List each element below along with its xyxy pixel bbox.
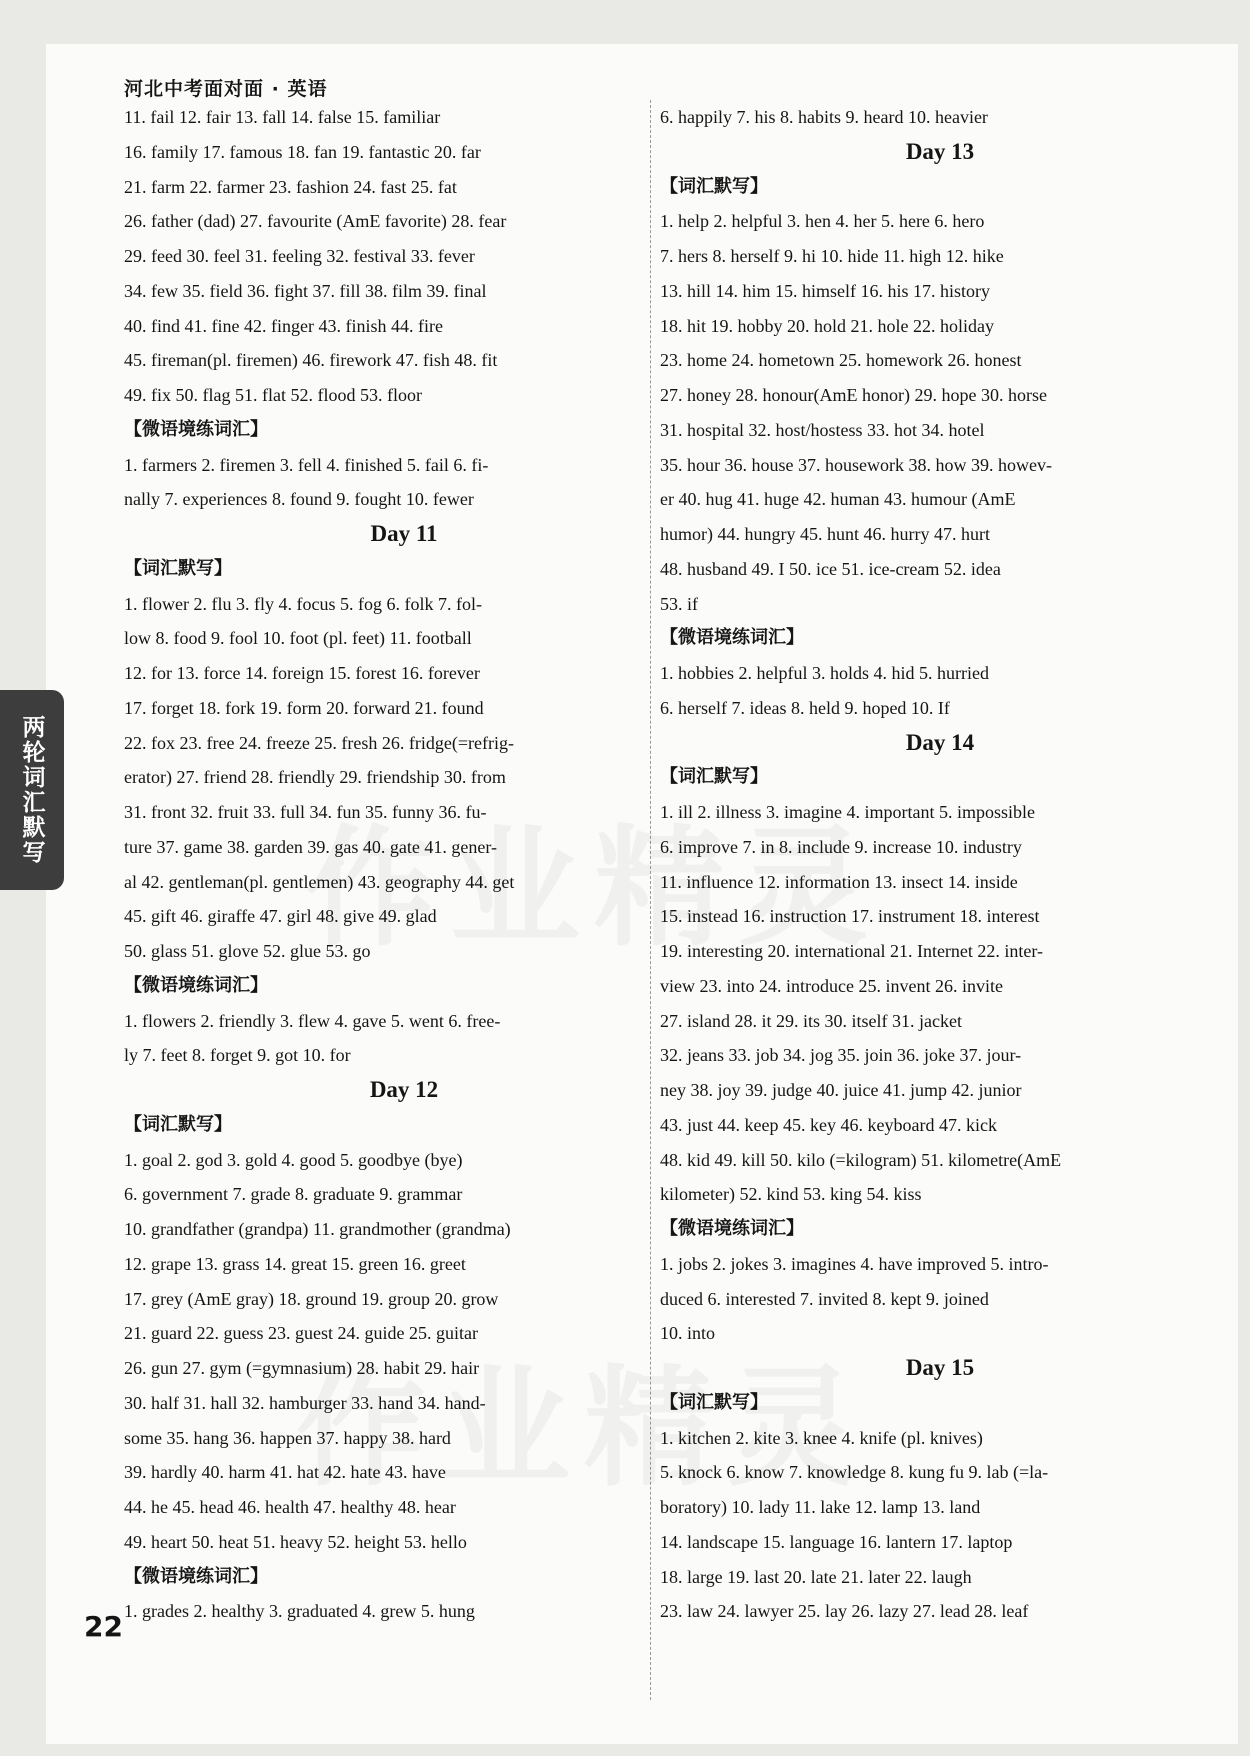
answer-line: 6. herself 7. ideas 8. held 9. hoped 10. If <box>660 697 950 718</box>
answer-line: 18. hit 19. hobby 20. hold 21. hole 22. holiday <box>660 315 994 336</box>
header-title: 河北中考面对面 · 英语 <box>124 78 328 100</box>
section-heading: 【词汇默写】 <box>660 766 768 788</box>
answer-line: 5. knock 6. know 7. knowledge 8. kung fu 9. lab (=la- <box>660 1462 1049 1483</box>
answer-line: 44. he 45. head 46. health 47. healthy 48. hear <box>124 1497 456 1517</box>
answer-line: 27. honey 28. honour(AmE honor) 29. hope 30. horse <box>660 385 1047 405</box>
answer-line: 48. husband 49. I 50. ice 51. ice-cream 52. idea <box>660 558 1001 579</box>
section-heading: 【词汇默写】 <box>660 1391 768 1413</box>
answer-line: 17. forget 18. fork 19. form 20. forward 21. found <box>124 697 484 718</box>
answer-line: 34. few 35. field 36. fight 37. fill 38. film 39. final <box>124 280 487 301</box>
answer-line: 21. farm 22. farmer 23. fashion 24. fast 25. fat <box>124 176 457 197</box>
section-heading: 【微语境练词汇】 <box>124 974 268 996</box>
answer-line: 30. half 31. hall 32. hamburger 33. hand 34. hand- <box>124 1392 486 1413</box>
answer-line: 21. guard 22. guess 23. guest 24. guide 25. guitar <box>124 1323 478 1344</box>
answer-line: 11. influence 12. information 13. insect 14. inside <box>660 871 1018 892</box>
answer-line: al 42. gentleman(pl. gentlemen) 43. geography 44. get <box>124 871 515 892</box>
answer-line: 14. landscape 15. language 16. lantern 17. laptop <box>660 1531 1013 1552</box>
answer-line: 12. for 13. force 14. foreign 15. forest 16. forever <box>124 663 480 683</box>
answer-line: 26. father (dad) 27. favourite (AmE favorite) 28. fear <box>124 211 507 232</box>
answer-line: low 8. food 9. fool 10. foot (pl. feet) 11. football <box>124 628 472 649</box>
answer-line: 10. into <box>660 1323 716 1344</box>
answer-line: 32. jeans 33. job 34. jog 35. join 36. joke 37. jour- <box>660 1045 1022 1066</box>
answer-line: 11. fail 12. fair 13. fall 14. false 15. familiar <box>124 107 441 127</box>
answer-line: er 40. hug 41. huge 42. human 43. humour (AmE <box>660 489 1016 510</box>
day-heading: Day 13 <box>905 138 975 164</box>
section-heading: 【微语境练词汇】 <box>660 1218 804 1239</box>
left-column <box>124 100 684 1629</box>
answer-line: boratory) 10. lady 11. lake 12. lamp 13. land <box>660 1497 981 1517</box>
answer-line: ture 37. game 38. garden 39. gas 40. gate 41. gener- <box>124 836 498 857</box>
right-column <box>660 100 1220 1629</box>
section-heading: 【词汇默写】 <box>124 1113 232 1135</box>
answer-line: 1. jobs 2. jokes 3. imagines 4. have improved 5. intro- <box>660 1253 1049 1274</box>
answer-line: nally 7. experiences 8. found 9. fought 10. fewer <box>124 489 474 510</box>
answer-line: 13. hill 14. him 15. himself 16. his 17. history <box>660 280 991 301</box>
answer-line: 19. interesting 20. international 21. Internet 22. inter- <box>660 941 1044 961</box>
answer-line: 27. island 28. it 29. its 30. itself 31. jacket <box>660 1010 962 1031</box>
day-heading: Day 12 <box>369 1077 439 1102</box>
section-heading: 【微语境练词汇】 <box>124 418 268 440</box>
section-heading: 【微语境练词汇】 <box>660 627 804 649</box>
answer-line: kilometer) 52. kind 53. king 54. kiss <box>660 1184 922 1205</box>
section-heading: 【微语境练词汇】 <box>124 1565 268 1587</box>
answer-line: 16. family 17. famous 18. fan 19. fantastic 20. far <box>124 141 481 162</box>
answer-line: view 23. into 24. introduce 25. invent 26. invite <box>660 975 1003 996</box>
day-heading: Day 14 <box>905 729 975 755</box>
answer-line: 40. find 41. fine 42. finger 43. finish 44. fire <box>124 315 443 336</box>
answer-line: 1. grades 2. healthy 3. graduated 4. grew 5. hung <box>124 1601 475 1622</box>
answer-line: 15. instead 16. instruction 17. instrument 18. interest <box>660 906 1040 927</box>
answer-line: 26. gun 27. gym (=gymnasium) 28. habit 29. hair <box>124 1358 480 1378</box>
day-heading: Day 11 <box>370 521 438 546</box>
answer-line: 10. grandfather (grandpa) 11. grandmother (grandma) <box>124 1219 511 1239</box>
answer-line: 1. goal 2. god 3. gold 4. good 5. goodbye (bye) <box>124 1149 463 1170</box>
answer-line: 45. gift 46. giraffe 47. girl 48. give 49. glad <box>124 906 437 927</box>
page-number: 22 <box>84 1610 123 1643</box>
answer-line: 49. heart 50. heat 51. heavy 52. height 53. hello <box>124 1531 467 1552</box>
answer-line: 49. fix 50. flag 51. flat 52. flood 53. floor <box>124 385 422 405</box>
answer-line: 6. happily 7. his 8. habits 9. heard 10. heavier <box>660 107 988 127</box>
answer-line: ly 7. feet 8. forget 9. got 10. for <box>124 1045 351 1066</box>
answer-line: some 35. hang 36. happen 37. happy 38. hard <box>124 1427 451 1448</box>
side-tab <box>0 690 64 890</box>
answer-line: 1. flowers 2. friendly 3. flew 4. gave 5. went 6. free- <box>124 1010 501 1031</box>
answer-line: 1. farmers 2. firemen 3. fell 4. finished 5. fail 6. fi- <box>124 454 489 475</box>
side-tab-label: 两轮词汇默写 <box>18 715 45 865</box>
answer-line: 39. hardly 40. harm 41. hat 42. hate 43. have <box>124 1462 446 1483</box>
answer-line: 6. improve 7. in 8. include 9. increase 10. industry <box>660 836 1022 857</box>
answer-line: 35. hour 36. house 37. housework 38. how 39. howev- <box>660 454 1052 475</box>
answer-line: erator) 27. friend 28. friendly 29. friendship 30. from <box>124 767 506 788</box>
day-heading: Day 15 <box>905 1355 975 1380</box>
answer-line: 1. hobbies 2. helpful 3. holds 4. hid 5. hurried <box>660 663 989 683</box>
section-heading: 【词汇默写】 <box>660 175 768 197</box>
section-heading: 【词汇默写】 <box>124 557 232 579</box>
answer-line: 53. if <box>660 593 698 614</box>
answer-line: humor) 44. hungry 45. hunt 46. hurry 47. hurt <box>660 524 990 544</box>
answer-line: 29. feed 30. feel 31. feeling 32. festival 33. fever <box>124 246 475 266</box>
answer-line: 7. hers 8. herself 9. hi 10. hide 11. high 12. hike <box>660 246 1004 266</box>
answer-line: 23. law 24. lawyer 25. lay 26. lazy 27. lead 28. leaf <box>660 1601 1029 1622</box>
answer-line: 22. fox 23. free 24. freeze 25. fresh 26. fridge(=refrig- <box>124 732 514 753</box>
answer-line: 48. kid 49. kill 50. kilo (=kilogram) 51. kilometre(AmE <box>660 1149 1062 1170</box>
answer-line: 45. fireman(pl. firemen) 46. firework 47. fish 48. fit <box>124 350 498 371</box>
answer-line: 31. hospital 32. host/hostess 33. hot 34. hotel <box>660 419 985 440</box>
answer-line: 31. front 32. fruit 33. full 34. fun 35. funny 36. fu- <box>124 802 487 822</box>
answer-line: 1. help 2. helpful 3. hen 4. her 5. here 6. hero <box>660 211 985 232</box>
answer-line: 17. grey (AmE gray) 18. ground 19. group 20. grow <box>124 1288 499 1309</box>
answer-line: 1. ill 2. illness 3. imagine 4. important 5. impossible <box>660 802 1035 822</box>
answer-line: 1. flower 2. flu 3. fly 4. focus 5. fog 6. folk 7. fol- <box>124 593 482 614</box>
answer-line: 43. just 44. keep 45. key 46. keyboard 47. kick <box>660 1114 997 1135</box>
answer-line: ney 38. joy 39. judge 40. juice 41. jump 42. junior <box>660 1080 1022 1100</box>
answer-line: 50. glass 51. glove 52. glue 53. go <box>124 941 371 961</box>
answer-line: 12. grape 13. grass 14. great 15. green 16. greet <box>124 1253 466 1274</box>
answer-line: 1. kitchen 2. kite 3. knee 4. knife (pl. knives) <box>660 1427 983 1448</box>
answer-line: 23. home 24. hometown 25. homework 26. honest <box>660 350 1022 371</box>
answer-line: 6. government 7. grade 8. graduate 9. grammar <box>124 1184 463 1205</box>
answer-line: 18. large 19. last 20. late 21. later 22. laugh <box>660 1566 972 1587</box>
column-divider <box>650 100 651 1700</box>
page <box>46 44 1238 1744</box>
answer-line: duced 6. interested 7. invited 8. kept 9. joined <box>660 1288 989 1309</box>
